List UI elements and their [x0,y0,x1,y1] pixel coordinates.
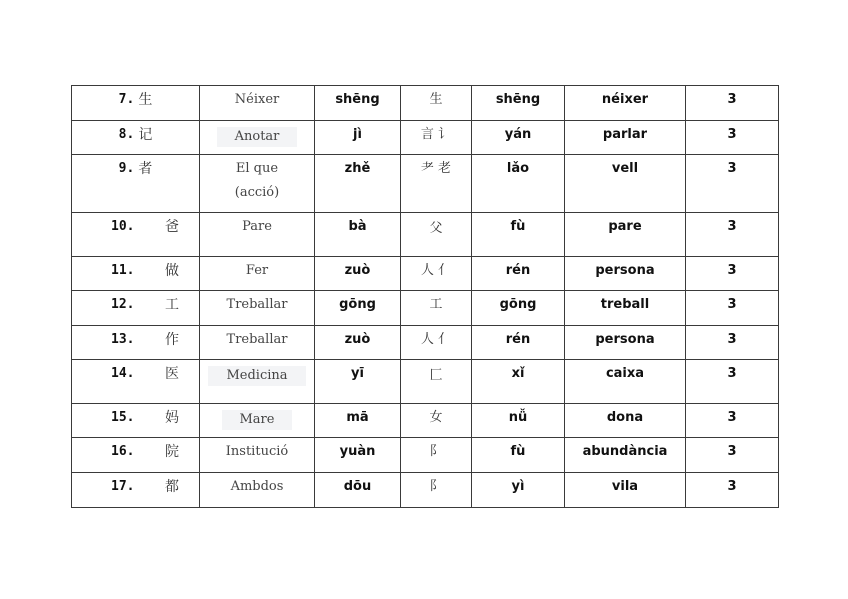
level-cell [686,213,779,257]
catalan-meaning-cell [200,473,315,508]
row-number-cell [72,155,200,213]
catalan-meaning-cell [200,86,315,121]
radical-meaning: pare [608,219,642,234]
catalan-meaning: Fer [245,263,269,278]
table-row [72,438,779,473]
table-row [72,257,779,291]
pinyin: zhě [344,161,371,176]
row-number: 7. [118,92,135,107]
row-number: 9. [118,161,135,176]
catalan-meaning: Treballar [226,297,288,312]
row-number: 13. [111,332,135,347]
pinyin-cell [315,360,401,404]
radical: 人 亻 [420,263,452,278]
pinyin: zuò [344,332,371,347]
radical-cell [401,404,472,438]
radical-cell [401,86,472,121]
level-cell [686,326,779,360]
level-cell [686,473,779,508]
row-number-cell [72,213,200,257]
radical: 阝 [429,479,443,494]
radical-pinyin-cell [472,155,565,213]
catalan-meaning: Anotar [217,127,298,147]
radical-pinyin-cell [472,121,565,155]
radical-meaning: abundància [582,444,668,459]
row-number: 10. [111,219,135,234]
radical-meaning-cell [565,257,686,291]
radical-meaning-cell [565,326,686,360]
radical-meaning: vila [611,479,639,494]
row-number: 8. [118,127,135,142]
radical-cell [401,121,472,155]
table-row [72,473,779,508]
hanzi-character: 医 [165,366,179,382]
radical-cell [401,473,472,508]
radical-pinyin: yì [511,479,525,494]
radical-pinyin: xǐ [511,366,525,381]
level: 3 [727,219,737,234]
pinyin: yuàn [339,444,376,459]
pinyin-cell [315,404,401,438]
radical: 父 [429,221,443,236]
row-number: 14. [111,366,135,381]
radical: 女 [429,410,443,425]
table-row [72,86,779,121]
radical-meaning: persona [595,263,655,278]
level: 3 [727,263,737,278]
row-number: 11. [111,263,135,278]
radical-pinyin-cell [472,257,565,291]
row-number-cell [72,404,200,438]
radical-pinyin-cell [472,213,565,257]
level-cell [686,360,779,404]
radical-meaning: treball [600,297,650,312]
catalan-meaning: Mare [222,410,293,430]
table-row [72,404,779,438]
row-number-cell [72,257,200,291]
row-number: 16. [111,444,135,459]
radical-pinyin-cell [472,404,565,438]
catalan-meaning: Institució [225,444,289,459]
radical-cell [401,438,472,473]
radical-pinyin: gōng [499,297,537,312]
radical-meaning-cell [565,291,686,326]
level-cell [686,121,779,155]
level-cell [686,155,779,213]
pinyin-cell [315,121,401,155]
catalan-meaning: Treballar [226,332,288,347]
radical-pinyin-cell [472,86,565,121]
pinyin: dōu [343,479,372,494]
radical-pinyin-cell [472,438,565,473]
radical: 耂 老 [420,161,452,176]
catalan-meaning-cell [200,213,315,257]
radical: 言 讠 [420,127,452,142]
radical-pinyin: rén [505,263,531,278]
pinyin-cell [315,473,401,508]
row-number-cell [72,438,200,473]
hanzi-character: 工 [165,297,179,313]
hanzi-character: 做 [165,263,179,279]
radical-meaning-cell [565,438,686,473]
level: 3 [727,92,737,107]
row-number-cell [72,121,200,155]
level-cell [686,438,779,473]
hanzi-character: 都 [165,479,179,495]
pinyin-cell [315,86,401,121]
radical-pinyin: nǚ [508,410,528,425]
pinyin-cell [315,155,401,213]
pinyin-cell [315,438,401,473]
radical-pinyin-cell [472,360,565,404]
level-cell [686,86,779,121]
table-row [72,291,779,326]
radical-meaning-cell [565,213,686,257]
level: 3 [727,297,737,312]
table-row [72,213,779,257]
level-cell [686,257,779,291]
row-number: 12. [111,297,135,312]
row-number-cell [72,326,200,360]
radical-cell [401,213,472,257]
hanzi-character: 者 [138,161,153,177]
radical-cell [401,326,472,360]
radical-pinyin-cell [472,291,565,326]
level: 3 [727,444,737,459]
level: 3 [727,127,737,142]
pinyin-cell [315,257,401,291]
catalan-meaning-cell [200,121,315,155]
catalan-meaning: Ambdos [230,479,284,494]
radical-pinyin: fù [510,444,526,459]
radical-meaning-cell [565,404,686,438]
radical-cell [401,155,472,213]
pinyin: bà [348,219,367,234]
catalan-meaning: El que (acció) [234,161,280,200]
pinyin-cell [315,213,401,257]
table-row [72,121,779,155]
pinyin: jì [353,127,362,142]
radical-meaning: vell [611,161,639,176]
table-row [72,326,779,360]
hanzi-character: 妈 [165,410,179,426]
row-number-cell [72,291,200,326]
row-number: 15. [111,410,135,425]
radical-meaning-cell [565,473,686,508]
radical-pinyin-cell [472,326,565,360]
radical: 人 亻 [420,332,452,347]
radical-pinyin: lǎo [506,161,530,176]
radical-cell [401,291,472,326]
catalan-meaning-cell [200,438,315,473]
catalan-meaning: Pare [242,219,272,234]
level: 3 [727,410,737,425]
hanzi-character: 生 [138,92,153,108]
radical: 阝 [429,444,443,459]
catalan-meaning: Medicina [208,366,305,386]
radical-meaning: parlar [602,127,648,142]
table-row [72,360,779,404]
radical-pinyin: fù [510,219,526,234]
pinyin: gōng [339,297,376,312]
radical: 生 [429,92,443,107]
catalan-meaning-cell [200,360,315,404]
level-cell [686,404,779,438]
radical-meaning: persona [595,332,655,347]
radical-meaning-cell [565,86,686,121]
radical-pinyin-cell [472,473,565,508]
radical-pinyin: yán [504,127,532,142]
level: 3 [727,366,737,381]
catalan-meaning-cell [200,404,315,438]
radical-meaning: néixer [601,92,649,107]
catalan-meaning-cell [200,155,315,213]
pinyin: shēng [335,92,380,107]
radical: 工 [429,297,443,312]
hanzi-character: 院 [165,444,179,460]
level: 3 [727,479,737,494]
radical: 匚 [429,368,443,383]
table-row [72,155,779,213]
level-cell [686,291,779,326]
radical-pinyin: shēng [495,92,541,107]
row-number-cell [72,473,200,508]
pinyin-cell [315,326,401,360]
radical-meaning: dona [606,410,644,425]
row-number: 17. [111,479,135,494]
pinyin-cell [315,291,401,326]
hanzi-character: 作 [165,332,179,348]
radical-meaning-cell [565,155,686,213]
vocabulary-table [71,85,779,508]
pinyin: mā [346,410,369,425]
radical-cell [401,257,472,291]
row-number-cell [72,360,200,404]
level: 3 [727,161,737,176]
hanzi-character: 记 [138,127,153,143]
catalan-meaning-cell [200,291,315,326]
row-number-cell [72,86,200,121]
pinyin: zuò [344,263,371,278]
radical-meaning: caixa [605,366,645,381]
pinyin: yī [351,366,364,381]
radical-cell [401,360,472,404]
radical-meaning-cell [565,121,686,155]
catalan-meaning-cell [200,257,315,291]
radical-meaning-cell [565,360,686,404]
level: 3 [727,332,737,347]
hanzi-character: 爸 [165,219,179,235]
catalan-meaning-cell [200,326,315,360]
catalan-meaning: Néixer [234,92,280,107]
radical-pinyin: rén [505,332,531,347]
